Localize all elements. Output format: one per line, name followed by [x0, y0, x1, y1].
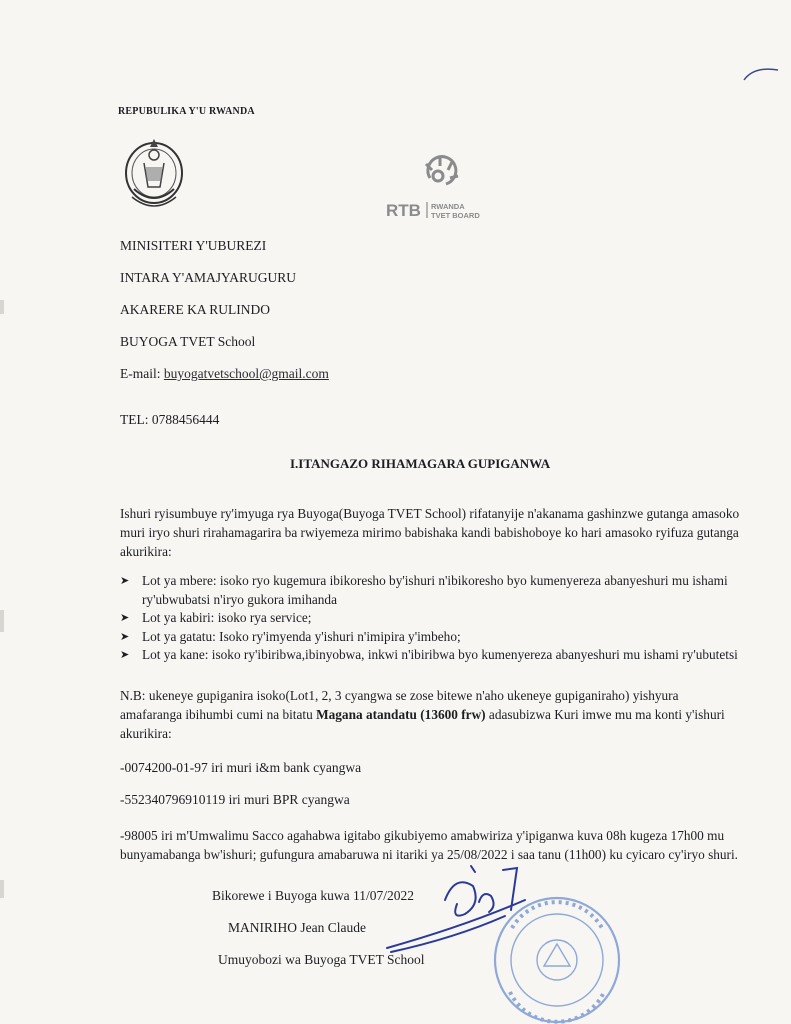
svg-text:RWANDA: RWANDA	[431, 202, 465, 211]
place-date-line: Bikorewe i Buyoga kuwa 11/07/2022	[212, 888, 414, 903]
handwritten-signature-icon	[385, 860, 555, 960]
email-link[interactable]: buyogatvetschool@gmail.com	[163, 366, 329, 381]
lots-list	[118, 572, 758, 665]
scan-edge-mark	[0, 610, 4, 632]
fee-amount: Magana atandatu (13600 frw)	[316, 707, 486, 722]
list-item: ➤ Lot ya kabiri: isoko rya service;	[118, 609, 758, 628]
ministry-line: MINISITERI Y'UBUREZI	[120, 238, 267, 253]
signatory-name: MANIRIHO Jean Claude	[228, 920, 366, 935]
account-line: -552340796910119 iri muri BPR cyangwa	[120, 792, 350, 807]
sacco-paragraph: -98005 iri m'Umwalimu Sacco agahabwa igitabo gikubiyemo amabwiriza y'ipiganwa kuva 08h kugeza 17h00 mu bunyamabanga bw'ishuri; gufungura amabaruwa ni itariki ya 25/08/2022 i saa tanu (11h00) ku cyicaro cy'iryo shuri.	[120, 828, 739, 862]
rtb-gear-logo-icon	[386, 148, 516, 220]
signatory-role: Umuyobozi wa Buyoga TVET School	[218, 952, 425, 967]
intro-paragraph: Ishuri ryisumbuye ry'imyuga rya Buyoga(Buyoga TVET School) rifatanyije n'akanama gashinzwe gutanga amasoko muri iryo shuri rirahamagarira ba rwiyemeza mirimo babishaka kandi babishoboye ko hari amasoko ryifuza gutanga akurikira:	[120, 506, 740, 559]
email-line	[120, 366, 329, 382]
list-item: ➤ Lot ya gatatu: Isoko ry'imyenda y'ishuri n'imipira y'imbeho;	[118, 628, 758, 647]
list-item: ➤ Lot ya kane: isoko ry'ibiribwa,ibinyobwa, inkwi n'ibiribwa byo kumenyereza abanyeshuri mu ishami ry'ubutetsi	[118, 646, 758, 665]
svg-text:RTB: RTB	[386, 201, 421, 220]
rwanda-coat-of-arms-icon	[120, 133, 188, 219]
arrow-bullet-icon: ➤	[120, 649, 130, 661]
svg-text:TVET BOARD: TVET BOARD	[431, 211, 480, 220]
district-line: AKARERE KA RULINDO	[120, 302, 270, 317]
account-line: -0074200-01-97 iri muri i&m bank cyangwa	[120, 760, 362, 775]
list-item: ➤ Lot ya mbere: isoko ryo kugemura ibikoresho by'ishuri n'ibikoresho byo kumenyereza abanyeshuri mu ishami ry'ubwubatsi n'iryo gukora imihanda	[120, 573, 728, 607]
email-label: E-mail:	[120, 366, 164, 381]
arrow-bullet-icon: ➤	[120, 630, 130, 643]
republic-heading: REPUBULIKA Y'U RWANDA	[118, 106, 255, 117]
province-line: INTARA Y'AMAJYARUGURU	[120, 270, 296, 285]
scan-edge-mark	[0, 880, 4, 898]
arrow-bullet-icon: ➤	[120, 575, 130, 587]
notice-title: I.ITANGAZO RIHAMAGARA GUPIGANWA	[290, 456, 551, 471]
scan-edge-mark	[0, 300, 4, 314]
nb-paragraph: N.B: ukeneye gupiganira isoko(Lot1, 2, 3 cyangwa se zose bitewe n'aho ukeneye gupiganiraho) yishyura amafaranga ibihumbi cumi na bitatu Magana atandatu (13600 frw) adasubizwa Kuri imwe mu ma konti y'ishuri akurikira:	[120, 688, 725, 741]
school-line: BUYOGA TVET School	[120, 334, 256, 349]
tel-line: TEL: 0788456444	[120, 412, 220, 427]
arrow-bullet-icon: ➤	[120, 612, 130, 624]
scan-ink-mark	[742, 64, 782, 84]
